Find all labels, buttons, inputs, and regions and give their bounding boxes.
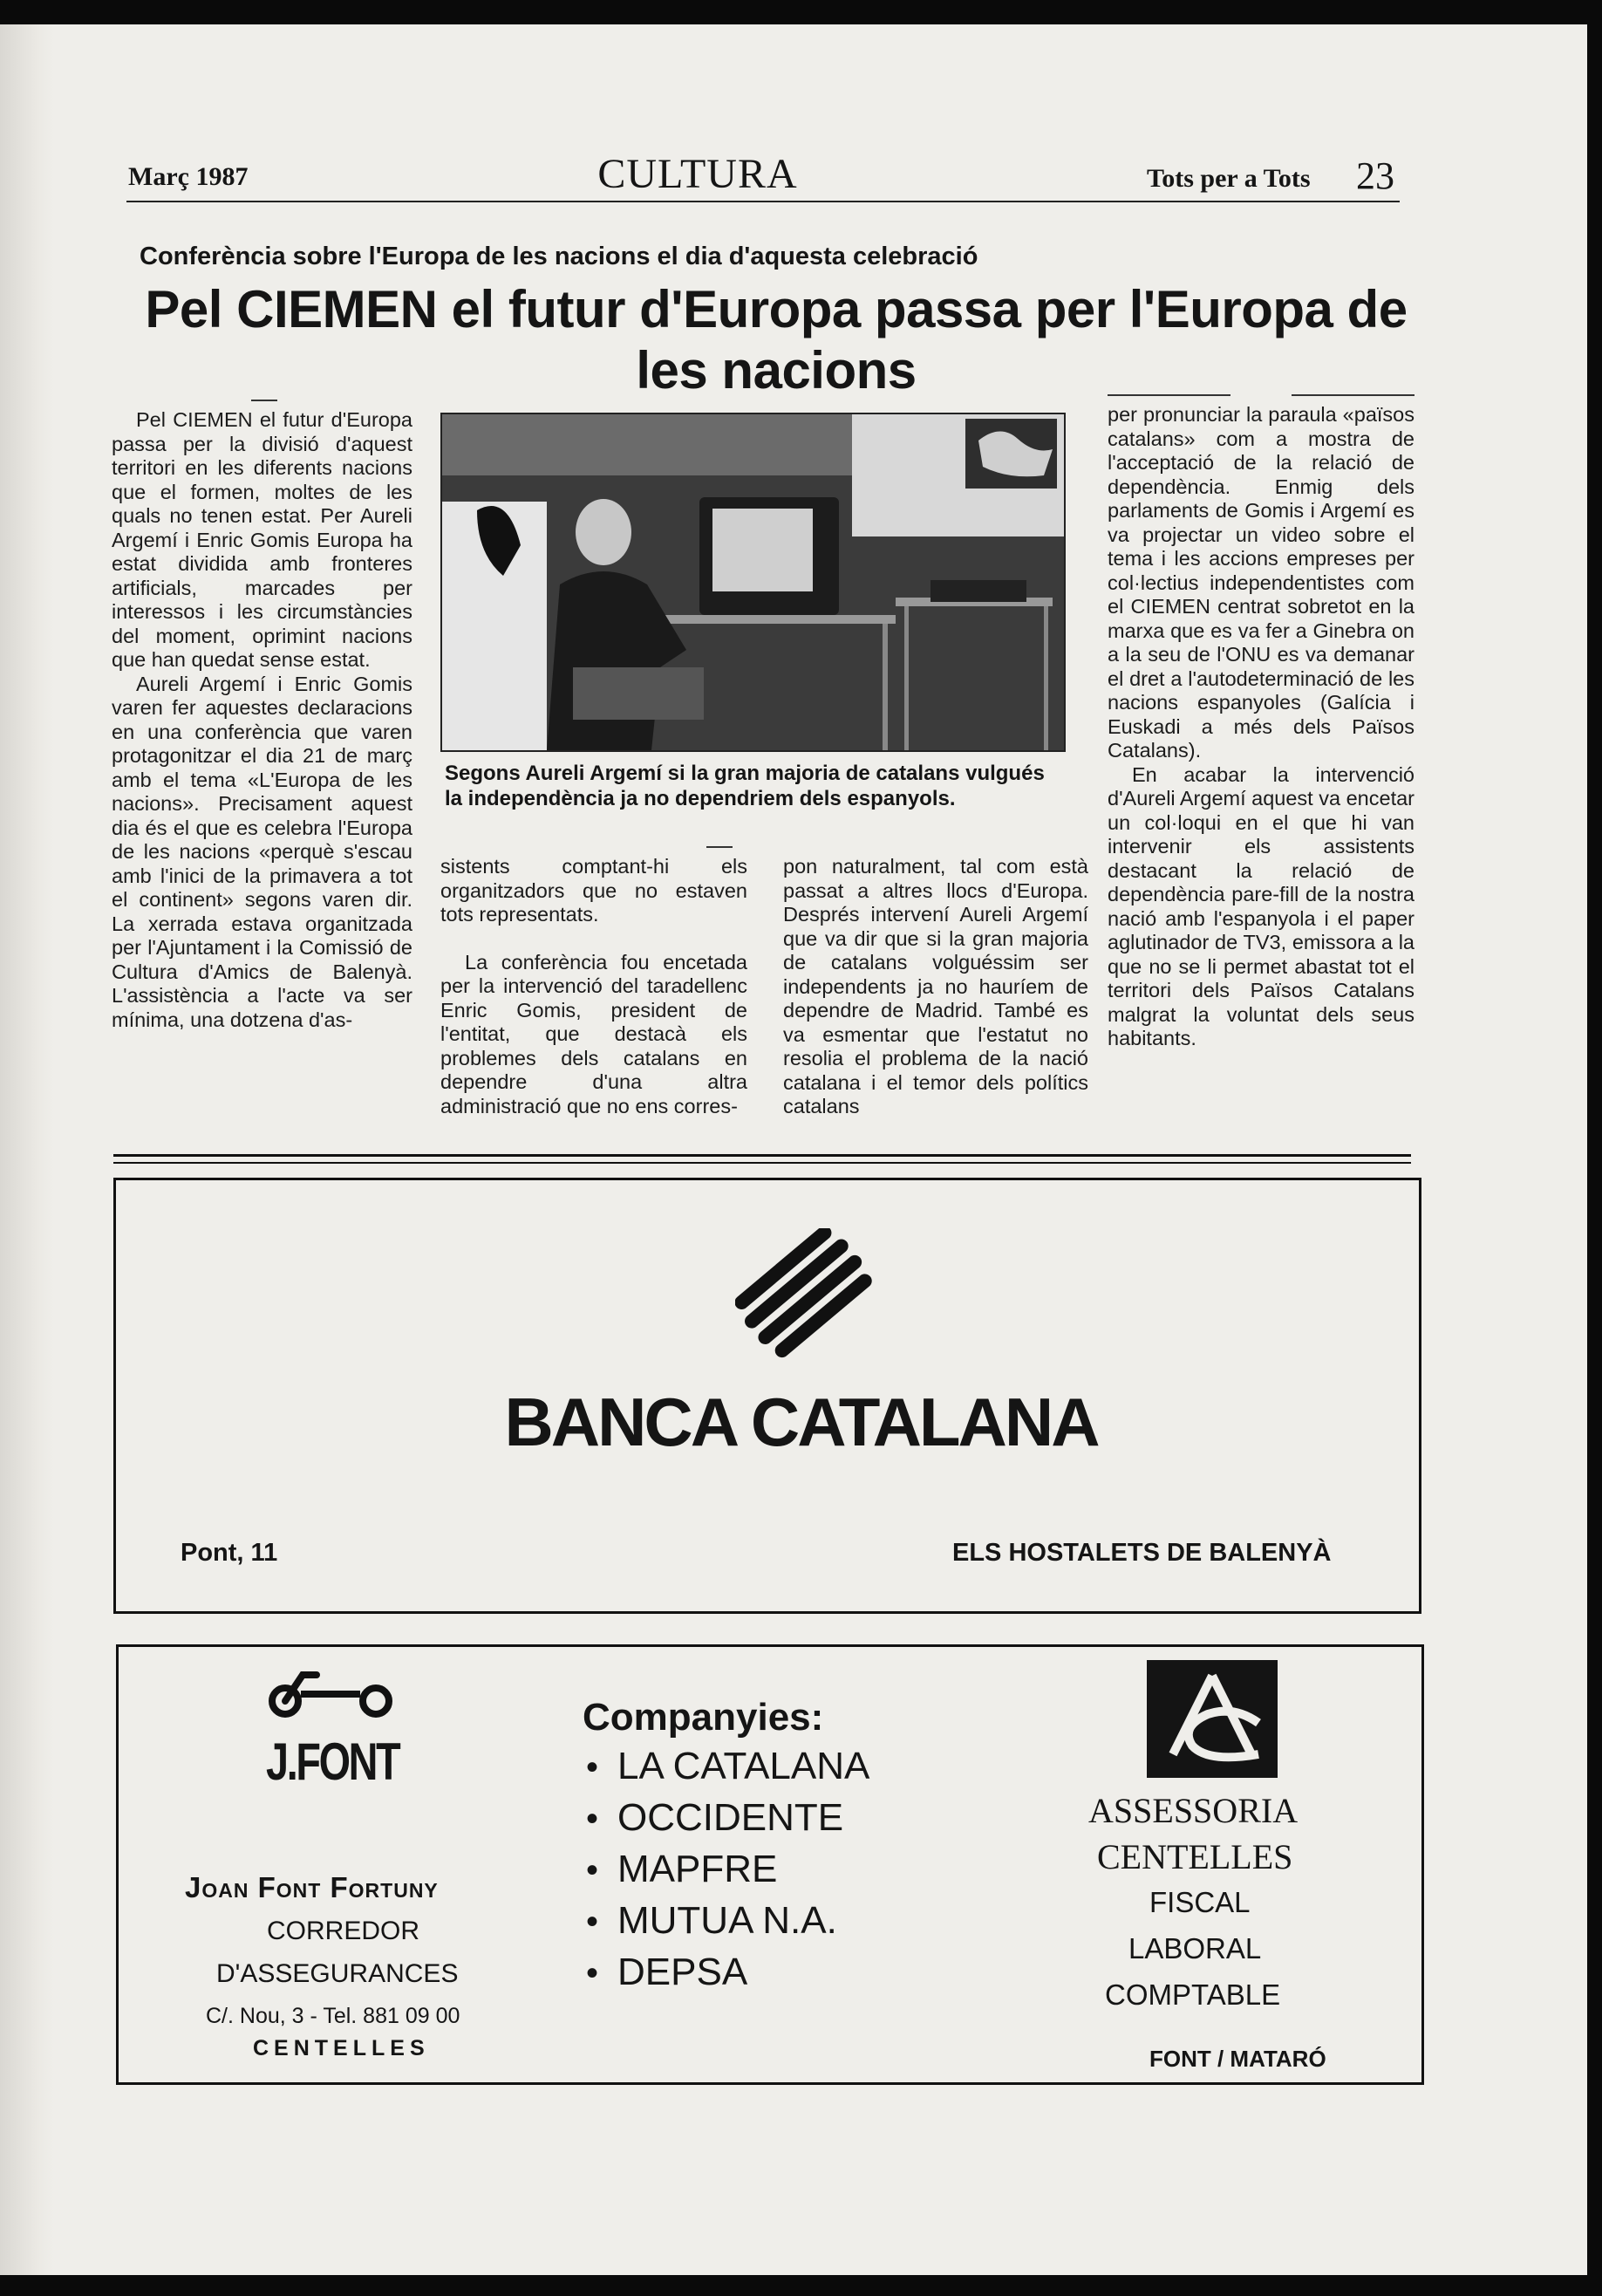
paragraph: La conferència fou encetada per la intervenció del taradellenc Enric Gomis, president de l'entitat, que destacà els problemes dels catalans en dependre d'una altra administració que no ens corres- — [440, 950, 747, 1117]
article-column-4 — [1108, 400, 1415, 1051]
companies-list — [586, 1741, 869, 1999]
paragraph: Pel CIEMEN el futur d'Europa passa per la divisió d'aquest territori en les diferents nacions que el formen, moltes de les quals no tenen estat. Per Aureli Argemí i Enric Gomis Europa ha estat dividida amb fronteres artificials, marcades per interessos i les circumstàncies del moment, oprimint nacions que han quedat sense estat. — [112, 408, 412, 671]
ac-monogram-logo-icon — [1147, 1660, 1278, 1778]
advisory-service: COMPTABLE — [1105, 1978, 1281, 2011]
photo-caption: Segons Aureli Argemí si la gran majoria de catalans vulgués la independència ja no dependriem dels espanyols. — [445, 762, 1045, 810]
broker-address: C/. Nou, 3 - Tel. 881 09 00 — [206, 2004, 460, 2028]
header-section: CULTURA — [597, 151, 798, 197]
photo-illustration — [442, 414, 1064, 750]
advisory-service: FISCAL — [1149, 1886, 1251, 1918]
column-rule — [251, 400, 277, 401]
bank-address: Pont, 11 — [181, 1539, 278, 1567]
page-binding-shadow — [0, 24, 54, 2275]
article-kicker: Conferència sobre l'Europa de les nacions el dia d'aquesta celebració — [140, 243, 978, 270]
list-item: • MUTUA N.A. — [586, 1896, 869, 1947]
jfont-brand: J.FONT — [266, 1732, 399, 1791]
list-item: • DEPSA — [586, 1947, 869, 1999]
paragraph: Aureli Argemí i Enric Gomis varen fer aquestes declaracions en una conferència que varen protagonitzar el dia 21 de març amb el tema «L'Europa de les nacions». Precisament aquest dia és el que es celebra l'Europa de les nacions «perquè s'escau amb l'inici de la primavera a tot el continent» segons varen dir. La xerrada estava organitzada per l'Ajuntament i la Comissió de Cultura d'Amics de Balenyà. L'assistència a l'acte va ser mínima, una dotzena d'as- — [112, 672, 412, 1031]
list-item: • MAPFRE — [586, 1844, 869, 1896]
article-column-3 — [783, 855, 1088, 1119]
broker-role: CORREDOR — [267, 1917, 420, 1945]
list-item: • LA CATALANA — [586, 1741, 869, 1793]
column-rule — [1108, 394, 1415, 396]
striped-ellipse-logo-icon — [735, 1228, 875, 1359]
article-column-2 — [440, 855, 747, 1118]
advisory-service: LABORAL — [1128, 1932, 1262, 1965]
paragraph: sistents comptant-hi els organitzadors que no estaven tots representats. — [440, 855, 747, 926]
broker-role: D'ASSEGURANCES — [216, 1959, 459, 1988]
header-date: Març 1987 — [128, 162, 249, 191]
ad-top-rule — [113, 1154, 1411, 1157]
header-page-number: 23 — [1356, 154, 1394, 197]
paragraph: per pronunciar la paraula «països catalans» com a mostra de l'acceptació de la relació de dependència. Enmig dels parlaments de Gomis i Argemí es va projectar un video sobre el tema i les accions empreses per col·lectius independentistes com el CIEMEN centrat sobretot en la marxa que es va fer a Ginebra on a la seu de l'ONU es va demanar el dret a l'autodeterminació de les nacions espanyoles (Galícia i Euskadi a més dels Països Catalans). — [1108, 403, 1415, 762]
column-rule — [706, 846, 733, 848]
header-rule — [126, 201, 1400, 202]
advisory-name: CENTELLES — [1097, 1837, 1293, 1876]
article-photo — [440, 413, 1066, 752]
advisory-footer: FONT / MATARÓ — [1149, 2046, 1326, 2072]
advisory-name: ASSESSORIA — [1088, 1791, 1299, 1830]
broker-town: CENTELLES — [253, 2036, 430, 2060]
header-publication: Tots per a Tots — [1147, 164, 1311, 193]
paragraph: pon naturalment, tal com està passat a altres llocs d'Europa. Després intervení Aureli Argemí que va dir que si la gran majoria de catalans volguéssim ser independents ja no hauríem de dependre de Madrid. També es va esmentar que l'estatut no resolia el problema de la nació catalana i el temor dels polítics catalans — [783, 855, 1088, 1117]
list-item: • OCCIDENTE — [586, 1793, 869, 1844]
broker-name: Joan Font Fortuny — [185, 1871, 439, 1903]
ad-top-rule — [113, 1162, 1411, 1164]
paragraph: En acabar la intervenció d'Aureli Argemí aquest va encetar un col·loqui en el que hi van intervenir els assistents destacant la relació de dependència pare-fill de la nostra nació amb l'espanyola i el paper aglutinador de TV3, emissora a la que no se li permet abastat tot el territori dels Països Catalans malgrat la voluntat dels seus habitants. — [1108, 762, 1415, 1049]
bank-town: ELS HOSTALETS DE BALENYÀ — [952, 1539, 1332, 1567]
article-column-1 — [112, 400, 412, 1032]
scooter-icon — [266, 1668, 397, 1719]
bank-name: BANCA CATALANA — [504, 1384, 1098, 1460]
article-headline: Pel CIEMEN el futur d'Europa passa per l'Europa de les nacions — [145, 280, 1408, 400]
companies-title: Companyies: — [583, 1696, 824, 1739]
